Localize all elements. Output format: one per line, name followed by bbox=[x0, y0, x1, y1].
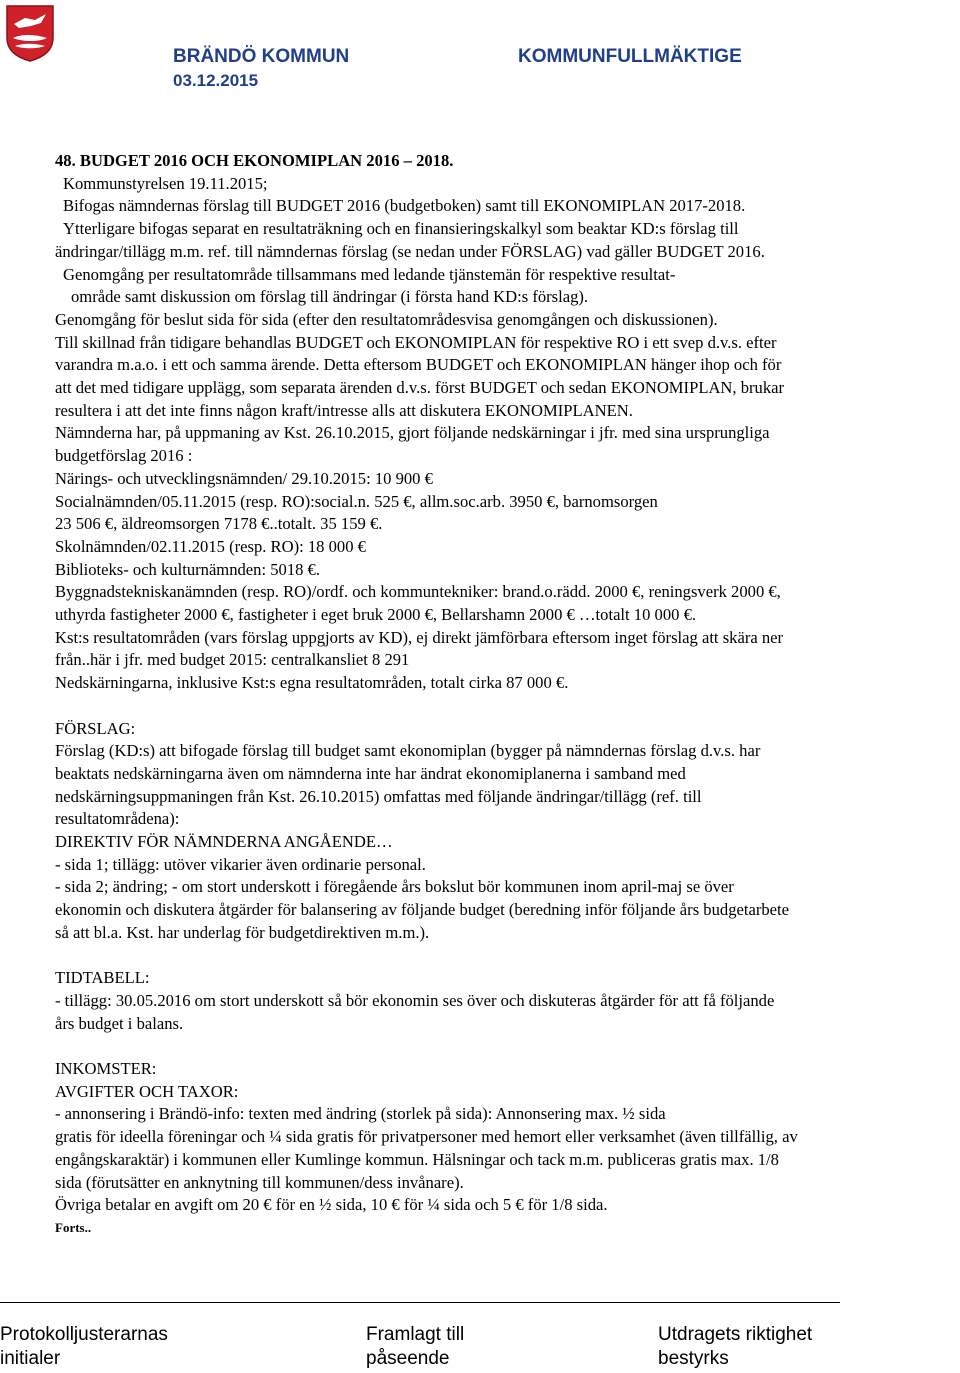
blank-line bbox=[55, 1035, 960, 1058]
body-line: - sida 1; tillägg: utöver vikarier även ordinarie personal. bbox=[55, 854, 426, 874]
body-line: - tillägg: 30.05.2016 om stort underskott så bör ekonomin ses över och diskuteras åtgärder för att få följande bbox=[55, 990, 775, 1010]
body-line: Nedskärningarna, inklusive Kst:s egna resultatområden, totalt cirka 87 000 €. bbox=[55, 673, 569, 693]
footer-label: Utdragets riktighet bbox=[658, 1324, 813, 1345]
footer-divider bbox=[0, 1302, 840, 1303]
body-line: Nämnderna har, på uppmaning av Kst. 26.10.2015, gjort följande nedskärningar i jfr. med sina ursprungliga bbox=[55, 423, 770, 443]
coat-of-arms-icon bbox=[5, 4, 55, 62]
footer-signers-initials bbox=[0, 1323, 168, 1371]
body-line: att det med tidigare upplägg, som separata ärenden d.v.s. först BUDGET och sedan EKONOMIPLAN, brukar bbox=[55, 378, 785, 398]
body-line: Kst:s resultatområden (vars förslag uppgjorts av KD), ej direkt jämförbara eftersom inget förslag att skära ner bbox=[55, 627, 784, 647]
body-line: Ytterligare bifogas separat en resultaträkning och en finansieringskalkyl som beaktar KD:s förslag till bbox=[63, 219, 739, 239]
body-line: - annonsering i Brändö-info: texten med ändring (storlek på sida): Annonsering max. ½ sida bbox=[55, 1104, 666, 1124]
body-line: års budget i balans. bbox=[55, 1013, 184, 1033]
blank-line bbox=[55, 945, 960, 968]
body-line: från..här i jfr. med budget 2015: centralkansliet 8 291 bbox=[55, 650, 410, 670]
body-line: område samt diskussion om förslag till ändringar (i första hand KD:s förslag). bbox=[71, 287, 589, 307]
body-line: Närings- och utvecklingsnämnden/ 29.10.2015: 10 900 € bbox=[55, 468, 433, 488]
body-line: Socialnämnden/05.11.2015 (resp. RO):social.n. 525 €, allm.soc.arb. 3950 €, barnomsorgen bbox=[55, 491, 658, 511]
body-line: Övriga betalar en avgift om 20 € för en ½ sida, 10 € för ¼ sida och 5 € för 1/8 sida. bbox=[55, 1195, 608, 1215]
body-line: nedskärningsuppmaningen från Kst. 26.10.2015) omfattas med följande ändringar/tillägg (ref. till bbox=[55, 786, 702, 806]
body-line: Till skillnad från tidigare behandlas BUDGET och EKONOMIPLAN för respektive RO i ett svep d.v.s. efter bbox=[55, 332, 777, 352]
footer-certified bbox=[658, 1323, 812, 1371]
body-line: AVGIFTER OCH TAXOR: bbox=[55, 1081, 239, 1101]
footer-label: påseende bbox=[366, 1348, 450, 1369]
body-line: varandra m.a.o. i ett och samma ärende. Detta eftersom BUDGET och EKONOMIPLAN hänger ihop och för bbox=[55, 355, 782, 375]
body-line: Bifogas nämndernas förslag till BUDGET 2016 (budgetboken) samt till EKONOMIPLAN 2017-2018. bbox=[63, 196, 746, 216]
meeting-date: 03.12.2015 bbox=[173, 71, 259, 90]
footer-displayed bbox=[366, 1323, 464, 1371]
footer-label: Protokolljusterarnas bbox=[0, 1324, 168, 1345]
blank-line bbox=[55, 695, 960, 718]
protocol-body bbox=[55, 150, 960, 1240]
body-line: resultatområdena): bbox=[55, 809, 180, 829]
body-line: så att bl.a. Kst. har underlag för budgetdirektiven m.m.). bbox=[55, 922, 430, 942]
body-line: sida (förutsätter en anknytning till kommunen/dess invånare). bbox=[55, 1172, 464, 1192]
body-line: Biblioteks- och kulturnämnden: 5018 €. bbox=[55, 559, 321, 579]
council-name: KOMMUNFULLMÄKTIGE bbox=[518, 46, 742, 67]
body-line: resultera i att det inte finns någon kraft/intresse alls att diskutera EKONOMIPLANEN. bbox=[55, 400, 633, 420]
body-line: 23 506 €, äldreomsorgen 7178 €..totalt. 35 159 €. bbox=[55, 514, 383, 534]
body-line: engångskaraktär) i kommunen eller Kumlinge kommun. Hälsningar och tack m.m. publiceras gratis max. 1/8 bbox=[55, 1149, 779, 1169]
body-line: TIDTABELL: bbox=[55, 968, 150, 988]
body-line: Skolnämnden/02.11.2015 (resp. RO): 18 000 € bbox=[55, 536, 366, 556]
section-heading: 48. BUDGET 2016 OCH EKONOMIPLAN 2016 – 2018. bbox=[55, 151, 454, 170]
body-line: Genomgång per resultatområde tillsammans med ledande tjänstemän för respektive resultat- bbox=[63, 264, 676, 284]
body-line: DIREKTIV FÖR NÄMNDERNA ANGÅENDE… bbox=[55, 832, 393, 852]
body-line: Kommunstyrelsen 19.11.2015; bbox=[63, 173, 268, 193]
body-line: Förslag (KD:s) att bifogade förslag till budget samt ekonomiplan (bygger på nämndernas förslag d.v.s. har bbox=[55, 741, 761, 761]
body-line: INKOMSTER: bbox=[55, 1059, 157, 1079]
body-line: FÖRSLAG: bbox=[55, 718, 136, 738]
footer-label: bestyrks bbox=[658, 1348, 729, 1369]
footer-label: initialer bbox=[0, 1348, 61, 1369]
body-line: Byggnadstekniskanämnden (resp. RO)/ordf. och kommuntekniker: brand.o.rädd. 2000 €, reningsverk 2000 €, bbox=[55, 582, 781, 602]
body-line: Genomgång för beslut sida för sida (efter den resultatområdesvisa genomgången och diskussionen). bbox=[55, 309, 718, 329]
body-line: gratis för ideella föreningar och ¼ sida gratis för privatpersoner med hemort eller verksamhet (även tillfällig, av bbox=[55, 1127, 798, 1147]
body-line: ändringar/tillägg m.m. ref. till nämndernas förslag (se nedan under FÖRSLAG) vad gäller BUDGET 2016. bbox=[55, 241, 765, 261]
body-line: Forts.. bbox=[55, 1220, 92, 1235]
municipality-name: BRÄNDÖ KOMMUN bbox=[173, 46, 350, 67]
body-line: uthyrda fastigheter 2000 €, fastigheter i eget bruk 2000 €, Bellarshamn 2000 € …totalt 10 000 €. bbox=[55, 605, 697, 625]
body-line: - sida 2; ändring; - om stort underskott i föregående års bokslut bör kommunen inom april-maj se över bbox=[55, 877, 734, 897]
footer-label: Framlagt till bbox=[366, 1324, 465, 1345]
body-line: beaktats nedskärningarna även om nämnderna inte har ändrat ekonomiplanerna i samband med bbox=[55, 763, 686, 783]
body-line: ekonomin och diskutera åtgärder för balansering av följande budget (beredning inför följande års budgetarbete bbox=[55, 900, 789, 920]
body-line: budgetförslag 2016 : bbox=[55, 446, 193, 466]
